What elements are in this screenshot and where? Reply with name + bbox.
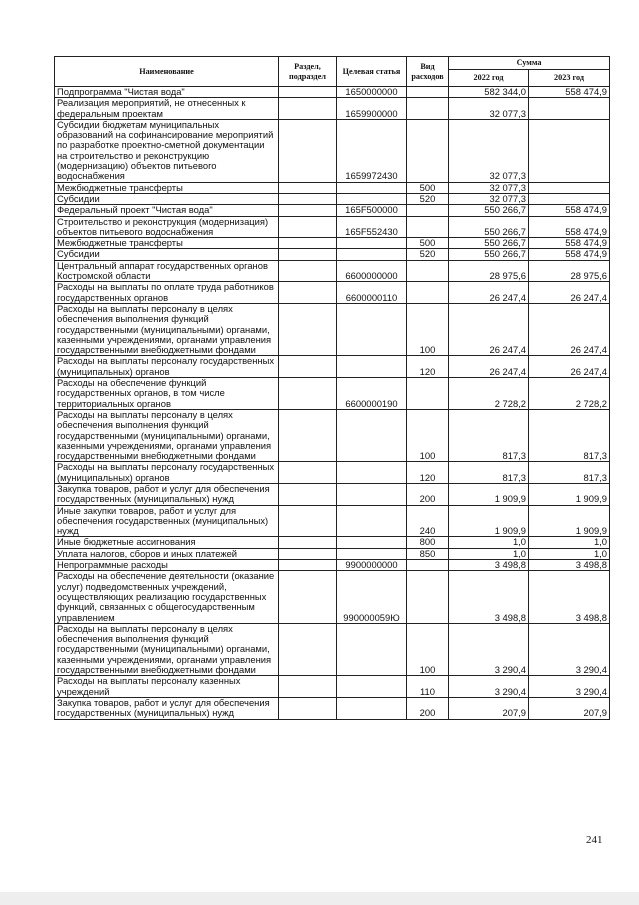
row-value-2022: 1,0	[449, 537, 529, 548]
row-expense-type	[407, 87, 449, 98]
row-value-2022: 207,9	[449, 697, 529, 719]
row-expense-type: 240	[407, 505, 449, 537]
row-value-2022: 28 975,6	[449, 260, 529, 282]
row-section	[279, 462, 337, 484]
row-value-2022: 32 077,3	[449, 182, 529, 193]
table-row	[55, 409, 610, 461]
table-row	[55, 216, 610, 238]
row-name: Расходы на выплаты персоналу в целях обеспечения выполнения функций государственными (муниципальными) органами, казенными учреждениями, органами управления государственными внебюджетными фондами	[55, 409, 279, 461]
row-expense-type: 100	[407, 623, 449, 675]
row-value-2023: 1,0	[529, 548, 610, 559]
row-expense-type	[407, 98, 449, 120]
row-value-2022: 26 247,4	[449, 282, 529, 304]
table-row	[55, 98, 610, 120]
row-target-code	[337, 697, 407, 719]
row-target-code	[337, 409, 407, 461]
row-section	[279, 216, 337, 238]
row-value-2023	[529, 193, 610, 204]
header-year-2022: 2022 год	[449, 70, 529, 87]
row-value-2023: 2 728,2	[529, 378, 610, 410]
table-row	[55, 560, 610, 571]
row-name: Межбюджетные трансферты	[55, 182, 279, 193]
row-section	[279, 98, 337, 120]
row-value-2022: 3 290,4	[449, 623, 529, 675]
row-value-2022: 582 344,0	[449, 87, 529, 98]
table-row	[55, 249, 610, 260]
row-target-code: 1650000000	[337, 87, 407, 98]
row-value-2023: 558 474,9	[529, 238, 610, 249]
row-name: Межбюджетные трансферты	[55, 238, 279, 249]
row-value-2022: 26 247,4	[449, 356, 529, 378]
row-value-2022: 3 498,8	[449, 571, 529, 623]
row-section	[279, 483, 337, 505]
row-section	[279, 697, 337, 719]
row-name: Расходы на выплаты персоналу государственных (муниципальных) органов	[55, 356, 279, 378]
table-row	[55, 676, 610, 698]
table-row	[55, 303, 610, 355]
row-section	[279, 356, 337, 378]
row-name: Расходы на обеспечение функций государственных органов, в том числе территориальных органов	[55, 378, 279, 410]
row-expense-type	[407, 560, 449, 571]
page-bottom-band	[0, 892, 639, 905]
row-value-2023: 1 909,9	[529, 483, 610, 505]
row-value-2022: 26 247,4	[449, 303, 529, 355]
row-value-2023: 1 909,9	[529, 505, 610, 537]
row-section	[279, 676, 337, 698]
row-target-code	[337, 676, 407, 698]
row-name: Субсидии	[55, 249, 279, 260]
header-section: Раздел, подраздел	[279, 57, 337, 87]
row-target-code: 165F500000	[337, 205, 407, 216]
row-target-code: 6600000000	[337, 260, 407, 282]
row-section	[279, 505, 337, 537]
row-expense-type	[407, 119, 449, 182]
row-expense-type	[407, 205, 449, 216]
row-value-2022: 3 290,4	[449, 676, 529, 698]
table-row	[55, 260, 610, 282]
header-target: Целевая статья	[337, 57, 407, 87]
header-name: Наименование	[55, 57, 279, 87]
row-target-code: 9900000000	[337, 560, 407, 571]
row-value-2023	[529, 182, 610, 193]
row-expense-type	[407, 282, 449, 304]
row-name: Федеральный проект "Чистая вода"	[55, 205, 279, 216]
row-value-2023: 26 247,4	[529, 303, 610, 355]
row-expense-type	[407, 378, 449, 410]
row-value-2023	[529, 119, 610, 182]
row-expense-type: 120	[407, 356, 449, 378]
row-value-2022: 32 077,3	[449, 98, 529, 120]
row-name: Закупка товаров, работ и услуг для обеспечения государственных (муниципальных) нужд	[55, 483, 279, 505]
row-value-2023: 207,9	[529, 697, 610, 719]
row-value-2023: 817,3	[529, 409, 610, 461]
row-name: Расходы на выплаты персоналу казенных учреждений	[55, 676, 279, 698]
row-section	[279, 409, 337, 461]
row-section	[279, 119, 337, 182]
row-target-code: 6600000110	[337, 282, 407, 304]
row-target-code: 1659900000	[337, 98, 407, 120]
row-value-2022: 817,3	[449, 409, 529, 461]
table-row	[55, 483, 610, 505]
row-section	[279, 378, 337, 410]
row-section	[279, 303, 337, 355]
row-value-2023: 3 290,4	[529, 623, 610, 675]
row-target-code	[337, 303, 407, 355]
row-name: Расходы на выплаты персоналу государственных (муниципальных) органов	[55, 462, 279, 484]
row-target-code	[337, 623, 407, 675]
row-value-2023	[529, 98, 610, 120]
row-target-code: 1659972430	[337, 119, 407, 182]
row-section	[279, 205, 337, 216]
row-target-code: 165F552430	[337, 216, 407, 238]
row-value-2023: 28 975,6	[529, 260, 610, 282]
row-target-code	[337, 238, 407, 249]
row-value-2023: 3 498,8	[529, 571, 610, 623]
row-value-2022: 32 077,3	[449, 193, 529, 204]
row-expense-type: 200	[407, 483, 449, 505]
row-expense-type: 120	[407, 462, 449, 484]
row-value-2023: 26 247,4	[529, 356, 610, 378]
row-section	[279, 282, 337, 304]
row-section	[279, 548, 337, 559]
row-value-2022: 2 728,2	[449, 378, 529, 410]
header-expense-type: Вид расходов	[407, 57, 449, 87]
row-value-2023: 558 474,9	[529, 87, 610, 98]
row-section	[279, 182, 337, 193]
row-name: Закупка товаров, работ и услуг для обеспечения государственных (муниципальных) нужд	[55, 697, 279, 719]
row-section	[279, 193, 337, 204]
table-row	[55, 182, 610, 193]
header-sum: Сумма	[449, 57, 610, 70]
row-name: Расходы на выплаты персоналу в целях обеспечения выполнения функций государственными (муниципальными) органами, казенными учреждениями, органами управления государственными внебюджетными фондами	[55, 303, 279, 355]
row-target-code	[337, 537, 407, 548]
row-expense-type: 520	[407, 193, 449, 204]
row-section	[279, 623, 337, 675]
row-target-code	[337, 356, 407, 378]
row-expense-type: 500	[407, 182, 449, 193]
row-expense-type: 110	[407, 676, 449, 698]
table-row	[55, 87, 610, 98]
row-name: Субсидии бюджетам муниципальных образований на софинансирование мероприятий по разработке проектно-сметной документации на строительство и реконструкцию (модернизацию) объектов питьевого водоснабжения	[55, 119, 279, 182]
row-expense-type: 100	[407, 303, 449, 355]
row-section	[279, 260, 337, 282]
row-expense-type	[407, 260, 449, 282]
row-value-2022: 550 266,7	[449, 216, 529, 238]
row-section	[279, 238, 337, 249]
row-expense-type: 100	[407, 409, 449, 461]
row-value-2022: 1 909,9	[449, 483, 529, 505]
table-row	[55, 238, 610, 249]
row-value-2023: 558 474,9	[529, 249, 610, 260]
row-value-2023: 558 474,9	[529, 205, 610, 216]
row-name: Непрограммные расходы	[55, 560, 279, 571]
row-target-code	[337, 462, 407, 484]
row-expense-type: 200	[407, 697, 449, 719]
row-value-2022: 1 909,9	[449, 505, 529, 537]
table-row	[55, 537, 610, 548]
table-row	[55, 462, 610, 484]
row-section	[279, 560, 337, 571]
table-body	[55, 87, 610, 720]
row-value-2023: 558 474,9	[529, 216, 610, 238]
header-year-2023: 2023 год	[529, 70, 610, 87]
table-row	[55, 356, 610, 378]
table-row	[55, 623, 610, 675]
row-target-code	[337, 483, 407, 505]
row-target-code	[337, 182, 407, 193]
row-expense-type: 800	[407, 537, 449, 548]
row-expense-type	[407, 216, 449, 238]
row-expense-type: 850	[407, 548, 449, 559]
row-target-code	[337, 193, 407, 204]
row-value-2023: 3 498,8	[529, 560, 610, 571]
table-row	[55, 282, 610, 304]
row-name: Центральный аппарат государственных органов Костромской области	[55, 260, 279, 282]
row-name: Расходы на выплаты по оплате труда работников государственных органов	[55, 282, 279, 304]
row-expense-type: 520	[407, 249, 449, 260]
row-target-code	[337, 249, 407, 260]
row-target-code	[337, 505, 407, 537]
row-value-2023: 3 290,4	[529, 676, 610, 698]
row-section	[279, 537, 337, 548]
row-name: Иные закупки товаров, работ и услуг для обеспечения государственных (муниципальных) нужд	[55, 505, 279, 537]
row-value-2022: 550 266,7	[449, 205, 529, 216]
row-value-2022: 550 266,7	[449, 238, 529, 249]
row-target-code: 6600000190	[337, 378, 407, 410]
budget-table	[54, 56, 610, 720]
row-value-2023: 1,0	[529, 537, 610, 548]
row-expense-type: 500	[407, 238, 449, 249]
row-name: Реализация мероприятий, не отнесенных к федеральным проектам	[55, 98, 279, 120]
row-value-2023: 817,3	[529, 462, 610, 484]
row-name: Иные бюджетные ассигнования	[55, 537, 279, 548]
table-row	[55, 378, 610, 410]
row-value-2022: 32 077,3	[449, 119, 529, 182]
table-row	[55, 571, 610, 623]
row-name: Уплата налогов, сборов и иных платежей	[55, 548, 279, 559]
row-name: Субсидии	[55, 193, 279, 204]
row-name: Расходы на выплаты персоналу в целях обеспечения выполнения функций государственными (муниципальными) органами, казенными учреждениями, органами управления государственными внебюджетными фондами	[55, 623, 279, 675]
row-name: Строительство и реконструкция (модернизация) объектов питьевого водоснабжения	[55, 216, 279, 238]
row-value-2022: 550 266,7	[449, 249, 529, 260]
table-row	[55, 205, 610, 216]
row-value-2022: 3 498,8	[449, 560, 529, 571]
row-value-2023: 26 247,4	[529, 282, 610, 304]
row-section	[279, 571, 337, 623]
table-row	[55, 697, 610, 719]
row-expense-type	[407, 571, 449, 623]
table-row	[55, 119, 610, 182]
row-target-code: 990000059Ю	[337, 571, 407, 623]
table-header	[55, 57, 610, 87]
page-number: 241	[586, 834, 603, 846]
table-row	[55, 548, 610, 559]
row-name: Расходы на обеспечение деятельности (оказание услуг) подведомственных учреждений, осуществляющих реализацию государственных функций, связанных с общегосударственным управлением	[55, 571, 279, 623]
table-row	[55, 193, 610, 204]
row-section	[279, 87, 337, 98]
row-name: Подпрограмма "Чистая вода"	[55, 87, 279, 98]
row-section	[279, 249, 337, 260]
row-value-2022: 1,0	[449, 548, 529, 559]
row-value-2022: 817,3	[449, 462, 529, 484]
table-row	[55, 505, 610, 537]
row-target-code	[337, 548, 407, 559]
